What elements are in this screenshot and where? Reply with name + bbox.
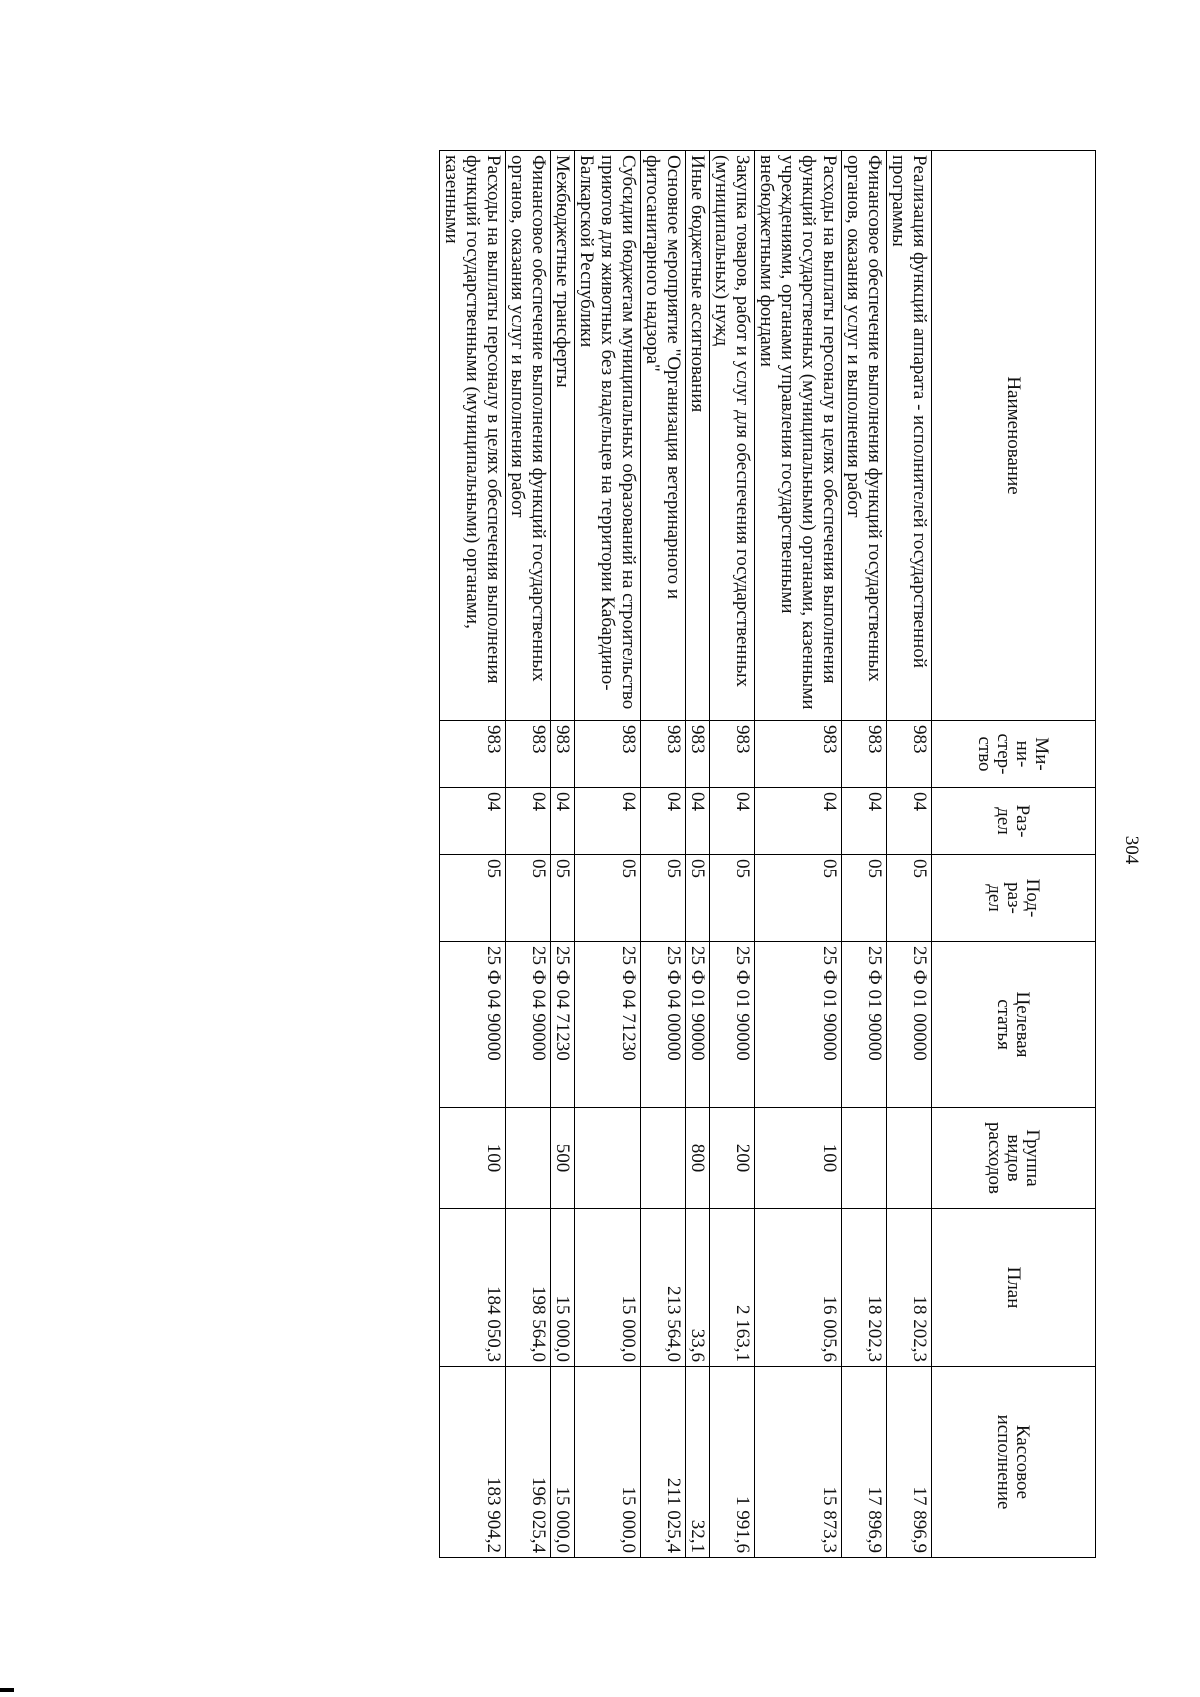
- row-section: 04: [686, 788, 710, 855]
- row-target: 25 Ф 04 71230: [575, 942, 641, 1108]
- row-expense-group: 500: [551, 1108, 575, 1209]
- row-name: Финансовое обеспечение выполнения функций государственных органов, оказания услуг и выполнения работ: [842, 151, 887, 721]
- row-subsection: 05: [710, 855, 755, 942]
- row-plan: 184 050,3: [440, 1209, 506, 1367]
- row-subsection: 05: [440, 855, 506, 942]
- row-target: 25 Ф 04 90000: [440, 942, 506, 1108]
- row-ministry: 983: [710, 721, 755, 788]
- table-row: [641, 151, 686, 1558]
- row-plan: 33,6: [686, 1209, 710, 1367]
- row-execution: 17 896,9: [842, 1367, 887, 1558]
- table-row: [842, 151, 887, 1558]
- row-target: 25 Ф 01 90000: [710, 942, 755, 1108]
- row-execution: 32,1: [686, 1367, 710, 1558]
- row-subsection: 05: [641, 855, 686, 942]
- row-section: 04: [506, 788, 551, 855]
- header-section: Раз- дел: [932, 788, 1096, 855]
- row-section: 04: [887, 788, 932, 855]
- table-row: [575, 151, 641, 1558]
- row-section: 04: [641, 788, 686, 855]
- row-execution: 196 025,4: [506, 1367, 551, 1558]
- header-subsection: Под- раз- дел: [932, 855, 1096, 942]
- row-plan: 18 202,3: [887, 1209, 932, 1367]
- table-row: [440, 151, 506, 1558]
- row-ministry: 983: [575, 721, 641, 788]
- row-execution: 17 896,9: [887, 1367, 932, 1558]
- row-expense-group: [842, 1108, 887, 1209]
- row-plan: 198 564,0: [506, 1209, 551, 1367]
- header-expense-group: Группа видов расходов: [932, 1108, 1096, 1209]
- table-row: [887, 151, 932, 1558]
- row-target: 25 Ф 04 00000: [641, 942, 686, 1108]
- row-section: 04: [575, 788, 641, 855]
- row-execution: 183 904,2: [440, 1367, 506, 1558]
- row-subsection: 05: [755, 855, 842, 942]
- row-subsection: 05: [551, 855, 575, 942]
- page-number: 304: [1121, 835, 1142, 865]
- table-row: [551, 151, 575, 1558]
- header-name: Наименование: [932, 151, 1096, 721]
- row-name: Субсидии бюджетам муниципальных образований на строительство приютов для животных без владельцев на территории Кабардино-Балкарской Республики: [575, 151, 641, 721]
- row-ministry: 983: [551, 721, 575, 788]
- row-plan: 16 005,6: [755, 1209, 842, 1367]
- row-execution: 15 873,3: [755, 1367, 842, 1558]
- row-subsection: 05: [506, 855, 551, 942]
- row-section: 04: [842, 788, 887, 855]
- row-ministry: 983: [887, 721, 932, 788]
- row-name: Иные бюджетные ассигнования: [686, 151, 710, 721]
- row-plan: 15 000,0: [575, 1209, 641, 1367]
- row-ministry: 983: [842, 721, 887, 788]
- row-expense-group: 100: [440, 1108, 506, 1209]
- row-name: Закупка товаров, работ и услуг для обеспечения государственных (муниципальных) нужд: [710, 151, 755, 721]
- row-ministry: 983: [440, 721, 506, 788]
- row-subsection: 05: [686, 855, 710, 942]
- budget-table: [439, 150, 1096, 1558]
- row-execution: 211 025,4: [641, 1367, 686, 1558]
- table-header-row: [932, 151, 1096, 1558]
- row-target: 25 Ф 04 71230: [551, 942, 575, 1108]
- table-row: [686, 151, 710, 1558]
- row-section: 04: [551, 788, 575, 855]
- header-target: Целевая статья: [932, 942, 1096, 1108]
- row-name: Межбюджетные трансферты: [551, 151, 575, 721]
- row-name: Реализация функций аппарата - исполнителей государственной программы: [887, 151, 932, 721]
- row-ministry: 983: [686, 721, 710, 788]
- row-plan: 2 163,1: [710, 1209, 755, 1367]
- header-ministry: Ми- ни- стер- ство: [932, 721, 1096, 788]
- row-execution: 15 000,0: [551, 1367, 575, 1558]
- row-expense-group: [887, 1108, 932, 1209]
- row-name: Финансовое обеспечение выполнения функций государственных органов, оказания услуг и выполнения работ: [506, 151, 551, 721]
- row-section: 04: [440, 788, 506, 855]
- row-expense-group: [506, 1108, 551, 1209]
- row-section: 04: [710, 788, 755, 855]
- row-target: 25 Ф 01 00000: [887, 942, 932, 1108]
- row-section: 04: [755, 788, 842, 855]
- row-ministry: 983: [641, 721, 686, 788]
- row-name: Расходы на выплаты персоналу в целях обеспечения выполнения функций государственных (муниципальными) органами, казенными учреждениями, органами управления государственными внебюджетными фондами: [755, 151, 842, 721]
- row-ministry: 983: [506, 721, 551, 788]
- row-name: Основное мероприятие "Организация ветеринарного и фитосанитарного надзора": [641, 151, 686, 721]
- row-expense-group: 100: [755, 1108, 842, 1209]
- row-target: 25 Ф 01 90000: [755, 942, 842, 1108]
- row-execution: 1 991,6: [710, 1367, 755, 1558]
- row-expense-group: 800: [686, 1108, 710, 1209]
- scan-mark: [0, 1688, 14, 1692]
- row-target: 25 Ф 01 90000: [686, 942, 710, 1108]
- table-row: [710, 151, 755, 1558]
- row-expense-group: [575, 1108, 641, 1209]
- table-row: [755, 151, 842, 1558]
- row-plan: 18 202,3: [842, 1209, 887, 1367]
- row-target: 25 Ф 04 90000: [506, 942, 551, 1108]
- row-plan: 15 000,0: [551, 1209, 575, 1367]
- row-expense-group: 200: [710, 1108, 755, 1209]
- row-execution: 15 000,0: [575, 1367, 641, 1558]
- header-plan: План: [932, 1209, 1096, 1367]
- table-row: [506, 151, 551, 1558]
- row-plan: 213 564,0: [641, 1209, 686, 1367]
- row-subsection: 05: [575, 855, 641, 942]
- row-subsection: 05: [842, 855, 887, 942]
- row-ministry: 983: [755, 721, 842, 788]
- row-expense-group: [641, 1108, 686, 1209]
- header-execution: Кассовое исполнение: [932, 1367, 1096, 1558]
- row-target: 25 Ф 01 90000: [842, 942, 887, 1108]
- row-subsection: 05: [887, 855, 932, 942]
- row-name: Расходы на выплаты персоналу в целях обеспечения выполнения функций государственными (муниципальными) органами, казенными: [440, 151, 506, 721]
